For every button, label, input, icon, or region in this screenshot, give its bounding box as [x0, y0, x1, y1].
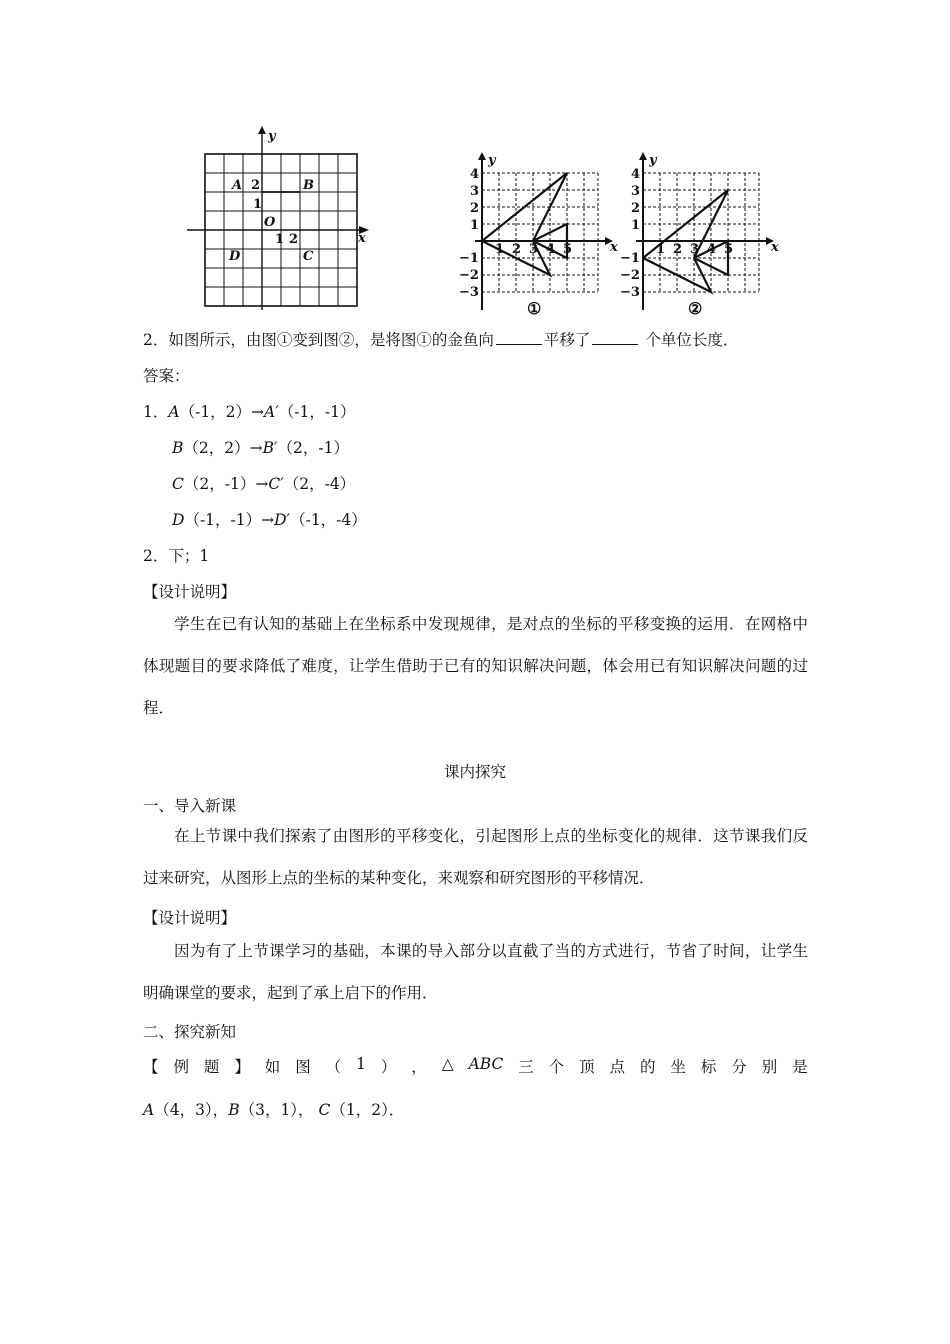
example-token: 】: [234, 1058, 250, 1076]
example-token: 别: [761, 1058, 778, 1076]
point-name: D: [172, 511, 185, 529]
triangle-name: ABC: [468, 1055, 504, 1073]
triangle-symbol: △: [441, 1055, 454, 1073]
answer-blank-direction: [496, 332, 542, 345]
y-tick-neg2: −2: [459, 268, 479, 283]
example-token: 分: [731, 1058, 747, 1076]
example-token: 【: [143, 1058, 159, 1076]
point-c-coords: （1，2）．: [330, 1101, 405, 1119]
point-coords: （-1，2）→: [179, 403, 265, 421]
point-a-label: A: [232, 178, 243, 193]
example-token: 例: [173, 1058, 189, 1076]
example-token: 标: [700, 1058, 717, 1076]
answer-1-row-b: [172, 436, 349, 458]
subsection-heading-intro: 一、导入新课: [143, 797, 237, 815]
question-2: [143, 328, 738, 350]
y-tick-1: 1: [631, 218, 641, 233]
example-token: 三: [518, 1058, 534, 1076]
example-token: 点: [609, 1058, 626, 1076]
x-axis-label: x: [771, 240, 779, 255]
y-axis-arrow: [639, 152, 647, 160]
answer-1-row-a: [143, 400, 355, 422]
goldfish-figure-1: [455, 150, 620, 320]
x-tick-4: 4: [707, 242, 717, 257]
point-name: B: [172, 439, 184, 457]
answer-number: 1．: [143, 403, 169, 421]
axes: [475, 156, 607, 310]
example-line-2: [143, 1098, 404, 1120]
answer-blank-units: [592, 332, 638, 345]
y-tick-1: 1: [253, 197, 263, 212]
point-a-coords: （4，3），: [154, 1101, 229, 1119]
y-tick-2: 2: [470, 201, 480, 216]
image-point-coords: （-1，-4）: [290, 511, 367, 529]
image-point-coords: （2，-1）: [277, 439, 349, 457]
dashed-grid: [482, 173, 598, 292]
design-note-label-2: 【设计说明】: [143, 909, 237, 927]
example-token: 的: [639, 1058, 656, 1076]
point-b: B: [228, 1101, 240, 1119]
question-2-text-b: 平移了: [543, 331, 591, 349]
point-coords: （2，-1）→: [183, 475, 269, 493]
x-tick-2: 2: [673, 242, 683, 257]
example-token: 个: [548, 1058, 565, 1076]
question-2-text-c: 个单位长度．: [640, 331, 739, 349]
image-point-name: B′: [262, 439, 278, 457]
point-b-coords: （3，1），: [239, 1101, 314, 1119]
figure-caption: ②: [688, 299, 703, 318]
x-tick-3: 3: [529, 242, 539, 257]
grid-figure-abcd: [183, 126, 373, 310]
y-tick-4: 4: [631, 167, 641, 182]
question-2-text-a: 2．如图所示，由图①变到图②，是将图①的金鱼向: [143, 331, 494, 349]
design-note-paragraph: 学生在已有认知的基础上在坐标系中发现规律，是对点的坐标的平移变换的运用．在网格中体现题目的要求降低了难度，让学生借助于已有的知识解决问题，体会用已有知识解决问题的过程．: [143, 615, 808, 717]
point-name: C: [172, 475, 184, 493]
y-tick-3: 3: [631, 184, 641, 199]
y-axis-label: y: [268, 129, 276, 144]
x-tick-2: 2: [512, 242, 522, 257]
example-token: 顶: [579, 1058, 595, 1076]
subsection-heading-explore: 二、探究新知: [143, 1023, 237, 1041]
x-tick-5: 5: [724, 242, 734, 257]
answer-2: 2．下；1: [143, 547, 210, 565]
point-coords: （-1，-1）→: [184, 511, 275, 529]
y-tick-2: 2: [251, 178, 261, 193]
y-axis-arrow: [258, 126, 266, 134]
origin-label: O: [264, 215, 276, 230]
example-token: 1: [356, 1055, 366, 1073]
section-title: 课内探究: [443, 763, 506, 781]
y-axis-arrow: [478, 152, 486, 160]
image-point-name: A′: [264, 403, 279, 421]
y-tick-neg1: −1: [459, 251, 479, 266]
point-b-label: B: [303, 178, 314, 193]
x-tick-3: 3: [690, 242, 700, 257]
example-token: 坐: [670, 1058, 686, 1076]
y-tick-3: 3: [470, 184, 480, 199]
x-tick-5: 5: [563, 242, 573, 257]
point-d-label: D: [229, 249, 241, 264]
goldfish-figure-2: [616, 150, 781, 320]
design-note-paragraph-2: 因为有了上节课学习的基础，本课的导入部分以直截了当的方式进行，节省了时间，让学生明确课堂的要求，起到了承上启下的作用．: [143, 942, 808, 1002]
example-token: 图: [295, 1058, 311, 1076]
point-c-label: C: [303, 249, 314, 264]
example-token: 如: [264, 1058, 281, 1076]
figure-caption: ①: [527, 299, 542, 318]
example-token: ，: [411, 1058, 427, 1076]
example-token: ）: [380, 1058, 397, 1076]
y-tick-neg3: −3: [620, 285, 640, 300]
example-line-1: [143, 1055, 808, 1077]
image-point-coords: （2，-4）: [283, 475, 356, 493]
image-point-name: C′: [268, 475, 284, 493]
x-tick-1: 1: [275, 232, 285, 247]
design-note-label: 【设计说明】: [143, 583, 237, 601]
y-tick-neg3: −3: [459, 285, 479, 300]
example-token: 是: [792, 1058, 808, 1076]
x-tick-1: 1: [495, 242, 505, 257]
point-coords: （2，2）→: [183, 439, 263, 457]
x-axis-label: x: [610, 240, 618, 255]
point-c: C: [318, 1101, 331, 1119]
y-tick-neg1: −1: [620, 251, 640, 266]
y-tick-neg2: −2: [620, 268, 640, 283]
answer-1-row-d: [172, 508, 367, 530]
x-tick-1: 1: [656, 242, 666, 257]
example-token: （: [325, 1058, 342, 1076]
image-point-coords: （-1，-1）: [278, 403, 356, 421]
example-token: 题: [203, 1058, 220, 1076]
answers-heading: 答案：: [143, 367, 190, 385]
image-point-name: D′: [274, 511, 291, 529]
y-tick-2: 2: [631, 201, 641, 216]
x-tick-2: 2: [289, 232, 299, 247]
point-a: A: [143, 1101, 155, 1119]
point-name: A: [168, 403, 180, 421]
x-tick-4: 4: [546, 242, 556, 257]
answer-1-row-c: [172, 472, 355, 494]
y-axis-label: y: [649, 153, 657, 168]
intro-paragraph: 在上节课中我们探索了由图形的平移变化，引起图形上点的坐标变化的规律．这节课我们反过来研究，从图形上点的坐标的某种变化，来观察和研究图形的平移情况．: [143, 827, 808, 887]
y-tick-4: 4: [470, 167, 480, 182]
y-tick-1: 1: [470, 218, 480, 233]
y-axis-label: y: [488, 153, 496, 168]
x-axis-label: x: [358, 231, 366, 246]
